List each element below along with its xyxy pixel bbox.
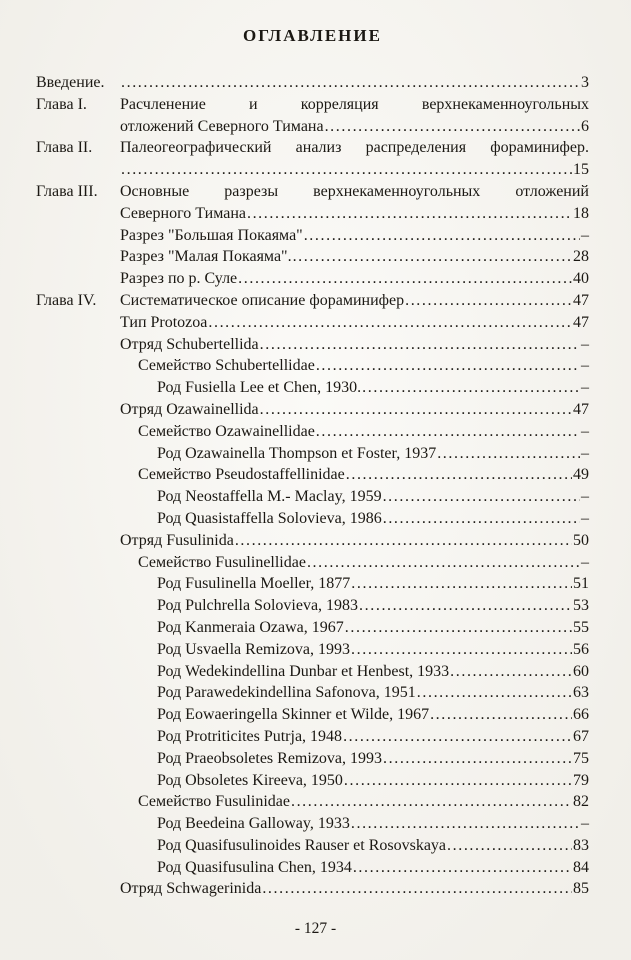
dot-leader [450,661,572,683]
toc-entry [36,857,589,879]
toc-entry-line [157,573,589,595]
dot-leader [235,530,572,552]
toc-page-number: 56 [573,640,589,658]
toc-entry-title: Род Quasifusulinoides Rauser et Rosovskaya [157,836,447,854]
toc-entry-title: Род Fusiella Lee et Chen, 1930. [157,379,362,397]
dot-leader [383,748,572,770]
toc-entry [36,878,589,900]
toc-entry-body [120,443,589,465]
toc-page-number: 63 [573,684,589,702]
dot-leader [417,682,572,704]
toc-entry-body [120,312,589,334]
toc-page-number: 79 [573,771,589,789]
toc-page-number: 84 [573,858,589,876]
toc-entry-body [120,661,589,683]
toc-entry-title: Семейство Schubertellidae [138,357,315,375]
dot-leader [291,791,572,813]
dot-leader [383,508,580,530]
toc-page-number: 47 [573,313,589,331]
toc-entry-body [120,181,589,225]
dot-leader [260,334,580,356]
dot-leader [307,552,580,574]
toc-entry-line [157,617,589,639]
toc-entry [36,137,589,181]
toc-page-number: 85 [573,880,589,898]
toc-entry-title: Отряд Schwagerinida [120,880,262,898]
toc-entry [36,464,589,486]
dot-leader [430,704,572,726]
toc-entry-body [120,791,589,813]
toc-entry-title: Род Obsoletes Kireeva, 1950 [157,771,343,789]
toc-entry [36,573,589,595]
toc-entry-body [120,508,589,530]
toc-page-number: 53 [573,597,589,615]
toc-entry-wrapped-line: Расчленение и корреляция верхнекаменноугольных [120,95,589,113]
toc-entry-title: Род Usvaella Remizova, 1993 [157,640,351,658]
toc-entry-title: Отряд Ozawainellida [120,400,259,418]
dot-leader [304,225,580,247]
toc-entry-line [120,203,589,225]
toc-entry-body [120,137,589,181]
toc-entry-line [138,464,589,486]
toc-entry [36,813,589,835]
toc-page-number: 51 [573,575,589,593]
toc-entry-line [120,72,589,94]
toc-entry-body [120,399,589,421]
toc-entry-title: Род Kanmeraia Ozawa, 1967 [157,618,344,636]
toc-entry-line [120,246,589,268]
toc-page-number: – [581,379,589,397]
dot-leader [351,573,572,595]
toc-entry-title: Разрез "Малая Покаяма". [120,248,292,266]
dot-leader [447,835,572,857]
toc-entry-title: Разрез "Большая Покаяма" [120,226,303,244]
toc-entry-title: Систематическое описание фораминифер [120,291,405,309]
toc-entry-body [120,552,589,574]
toc-entry-line [157,748,589,770]
toc-page-number: 66 [573,706,589,724]
dot-leader [325,116,580,138]
toc-entry-body [120,334,589,356]
toc-entry [36,246,589,268]
toc-entry [36,268,589,290]
toc-list [36,72,589,900]
toc-page-number: 83 [573,836,589,854]
toc-entry-title: Род Quasifusulina Chen, 1934 [157,858,352,876]
dot-leader [353,857,572,879]
dot-leader [260,399,572,421]
toc-entry-body [120,290,589,312]
toc-entry [36,290,589,312]
toc-entry-body [120,225,589,247]
toc-entry-line [157,595,589,617]
toc-entry-line [157,508,589,530]
toc-entry [36,334,589,356]
toc-entry [36,682,589,704]
toc-page-number: – [581,444,589,462]
toc-entry-line [157,726,589,748]
toc-page-number: 15 [573,161,589,179]
toc-entry-body [120,421,589,443]
toc-entry [36,355,589,377]
toc-page-number: 18 [573,204,589,222]
toc-entry-title: Род Praeobsoletes Remizova, 1993 [157,749,383,767]
toc-entry-body [120,835,589,857]
toc-page-number: – [581,553,589,571]
toc-entry-line [157,443,589,465]
toc-entry-line [120,116,589,138]
toc-entry [36,181,589,225]
toc-entry-wrapped-line: Палеогеографический анализ распределения фораминифер. [120,139,589,157]
dot-leader [351,813,580,835]
toc-entry-title: Род Pulchrella Solovieva, 1983 [157,597,359,615]
dot-leader [247,203,572,225]
toc-entry [36,94,589,138]
toc-entry-line [138,421,589,443]
toc-entry-title: Семейство Ozawainellidae [138,422,315,440]
toc-page-number: 67 [573,727,589,745]
toc-entry-line [157,486,589,508]
toc-entry-title: отложений Северного Тимана [120,117,324,135]
toc-entry [36,552,589,574]
dot-leader [405,290,572,312]
toc-entry [36,443,589,465]
toc-entry-body [120,72,589,94]
toc-entry-body [120,617,589,639]
toc-entry-line [157,682,589,704]
toc-entry-body [120,486,589,508]
toc-entry-title: Семейство Pseudostaffellinidae [138,466,345,484]
toc-entry [36,72,589,94]
dot-leader [383,486,580,508]
toc-entry-line [120,530,589,552]
toc-entry [36,770,589,792]
toc-entry-title: Разрез по р. Суле [120,270,238,288]
toc-page-number: 82 [573,793,589,811]
toc-entry [36,486,589,508]
toc-entry-title: Род Beedeina Galloway, 1933 [157,815,350,833]
toc-entry [36,661,589,683]
toc-entry-line [157,813,589,835]
toc-page-number: 50 [573,531,589,549]
toc-entry-line [157,661,589,683]
toc-entry-line [138,791,589,813]
toc-entry [36,530,589,552]
toc-entry-title: Северного Тимана [120,204,246,222]
toc-entry-body [120,770,589,792]
toc-entry-title: Род Neostaffella M.- Maclay, 1959 [157,488,382,506]
toc-entry [36,748,589,770]
toc-entry-title: Отряд Schubertellida [120,335,259,353]
dot-leader [293,246,572,268]
toc-entry-line [120,312,589,334]
toc-entry-title: Отряд Fusulinida [120,531,234,549]
toc-entry-title: Род Fusulinella Moeller, 1877 [157,575,351,593]
dot-leader [316,355,580,377]
toc-entry-title: Семейство Fusulinidae [138,793,290,811]
toc-entry-body [120,857,589,879]
toc-entry-line [157,377,589,399]
toc-page-number: 6 [581,117,589,135]
toc-entry-body [120,682,589,704]
toc-entry-line [157,704,589,726]
toc-entry-line [157,770,589,792]
toc-entry-title: Род Parawedekindellina Safonova, 1951 [157,684,416,702]
toc-entry-line [120,159,589,181]
toc-page-number: 47 [573,291,589,309]
toc-page-number: 49 [573,466,589,484]
dot-leader [351,639,572,661]
toc-entry-body [120,268,589,290]
toc-entry-body [120,704,589,726]
toc-page-number: – [581,226,589,244]
toc-page-number: 47 [573,400,589,418]
dot-leader [346,464,572,486]
toc-entry-body [120,573,589,595]
toc-entry-title: Семейство Fusulinellidae [138,553,306,571]
dot-leader [359,595,572,617]
toc-entry-line [120,225,589,247]
toc-page-number: – [581,422,589,440]
toc-entry-line [157,639,589,661]
dot-leader [345,617,572,639]
toc-entry-body [120,639,589,661]
toc-entry-body [120,355,589,377]
toc-chapter-label: Глава IV. [36,291,97,309]
toc-entry-body [120,246,589,268]
toc-page-number: 40 [573,270,589,288]
toc-entry-body [120,813,589,835]
toc-page-number: 75 [573,749,589,767]
toc-chapter-label: Введение. [36,74,105,91]
dot-leader [121,159,572,181]
dot-leader [316,421,580,443]
toc-entry-line [120,399,589,421]
toc-entry [36,704,589,726]
toc-page-number: 60 [573,662,589,680]
toc-entry [36,791,589,813]
dot-leader [344,770,572,792]
toc-entry-line [157,835,589,857]
toc-entry [36,508,589,530]
toc-page-number: 55 [573,618,589,636]
toc-entry [36,617,589,639]
toc-entry-title: Род Wedekindellina Dunbar et Henbest, 1933 [157,662,450,680]
toc-page-number: – [581,509,589,527]
toc-entry-line [138,552,589,574]
dot-leader [208,312,572,334]
toc-entry-line [138,355,589,377]
toc-entry [36,225,589,247]
toc-entry [36,399,589,421]
toc-entry-line [120,268,589,290]
toc-entry-title: Тип Protozoa [120,313,208,331]
page-number-footer: - 127 - [294,920,337,937]
dot-leader [437,443,580,465]
toc-entry-body [120,726,589,748]
toc-entry-body [120,94,589,138]
toc-entry-line [120,878,589,900]
dot-leader [121,72,580,94]
toc-entry [36,595,589,617]
toc-entry-body [120,530,589,552]
toc-page-number: 28 [573,248,589,266]
toc-entry [36,312,589,334]
toc-entry-title: Род Quasistaffella Solovieva, 1986 [157,509,382,527]
toc-entry [36,726,589,748]
toc-chapter-label: Глава III. [36,182,98,200]
toc-chapter-label: Глава I. [36,95,87,113]
dot-leader [362,377,580,399]
toc-page-number: 3 [581,74,589,91]
dot-leader [238,268,572,290]
dot-leader [343,726,572,748]
toc-entry [36,835,589,857]
toc-chapter-label: Глава II. [36,139,93,157]
toc-entry-line [120,334,589,356]
toc-entry [36,639,589,661]
toc-entry-wrapped-line: Основные разрезы верхнекаменноугольных отложений [120,182,589,200]
toc-entry-body [120,878,589,900]
toc-entry-line [157,857,589,879]
toc-entry-body [120,464,589,486]
toc-entry-body [120,595,589,617]
toc-page-number: – [581,815,589,833]
toc-entry-line [120,290,589,312]
toc-page-number: – [581,488,589,506]
toc-entry-title: Род Ozawainella Thompson et Foster, 1937 [157,444,437,462]
toc-entry-title: Род Eowaeringella Skinner et Wilde, 1967 [157,706,430,724]
toc-entry-title: Род Protriticites Putrja, 1948 [157,727,343,745]
toc-entry-body [120,748,589,770]
dot-leader [262,878,572,900]
toc-entry [36,421,589,443]
toc-page-number: – [581,357,589,375]
page-title: ОГЛАВЛЕНИЕ [243,26,382,45]
toc-entry [36,377,589,399]
toc-page-number: – [581,335,589,353]
toc-entry-body [120,377,589,399]
